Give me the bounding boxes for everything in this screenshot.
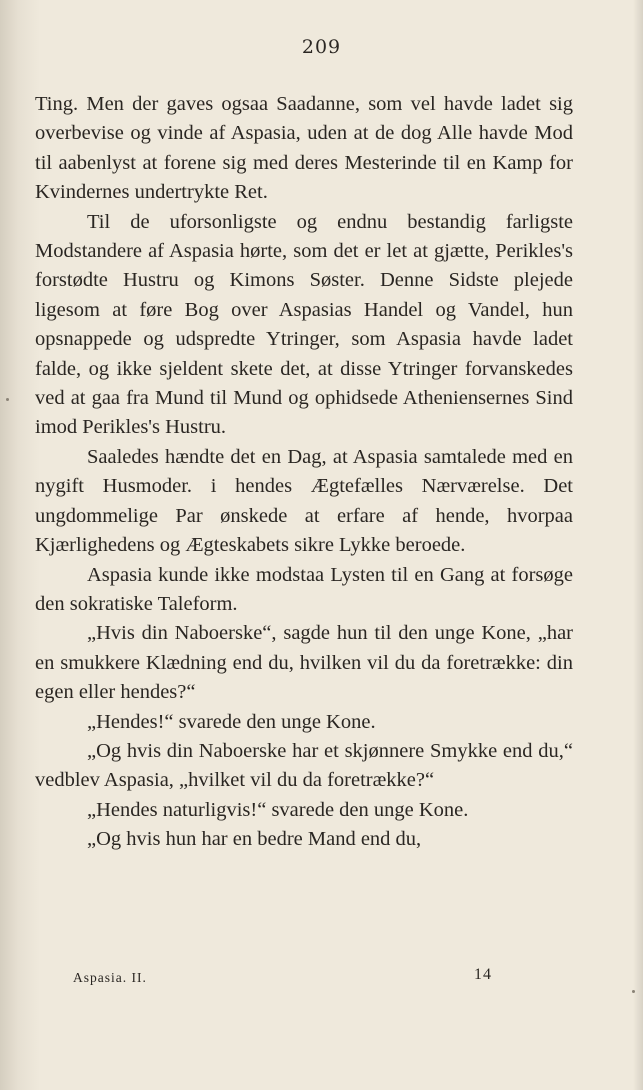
- sheet-number: 14: [474, 966, 492, 983]
- paragraph: Til de uforsonligste og endnu bestandig farligste Modstandere af Aspasia hørte, som det er let at gjætte, Perikles's forstødte Hustru og Kimons Søster. Denne Sidste plejede ligesom at føre Bog over Aspasias Handel og Vandel, hun opsnappede og udspredte Ytringer, som Aspasia havde ladet falde, og ikke sjeldent skete det, at disse Ytringer forvanskedes ved at gaa fra Mund til Mund og ophidsede Atheniensernes Sind imod Perikles's Hustru.: [35, 210, 573, 439]
- paragraph: „Hendes naturligvis!“ svarede den unge Kone.: [87, 798, 469, 821]
- signature-mark: Aspasia. II.: [73, 970, 147, 985]
- page-footer: [73, 966, 573, 990]
- paper-speck: [6, 398, 9, 401]
- paragraph: „Og hvis din Naboerske har et skjønnere Smykke end du,“ vedblev Aspasia, „hvilket vil du da foretrække?“: [35, 739, 573, 792]
- paragraph: Saaledes hændte det en Dag, at Aspasia samtalede med en nygift Husmoder. i hendes Ægtefælles Nærværelse. Det ungdommelige Par ønskede at erfare af hende, hvorpaa Kjærlighedens og Ægteskabets sikre Lykke beroede.: [35, 445, 573, 557]
- body-text: [35, 90, 573, 855]
- paper-speck: [632, 990, 635, 993]
- paragraph: Aspasia kunde ikke modstaa Lysten til en Gang at forsøge den sokratiske Taleform.: [35, 563, 573, 615]
- paragraph: Ting. Men der gaves ogsaa Saadanne, som vel havde ladet sig overbevise og vinde af Aspasia, uden at de dog Alle havde Mod til aabenlyst at forene sig med deres Mesterinde til en Kamp for Kvindernes undertrykte Ret.: [35, 93, 573, 204]
- paragraph: „Hendes!“ svarede den unge Kone.: [87, 710, 376, 733]
- paragraph: „Hvis din Naboerske“, sagde hun til den unge Kone, „har en smukkere Klædning end du, hvilken vil du da foretrække: din egen eller hendes?“: [35, 622, 573, 704]
- page-number: 209: [301, 36, 342, 58]
- paragraph: „Og hvis hun har en bedre Mand end du,: [87, 828, 422, 851]
